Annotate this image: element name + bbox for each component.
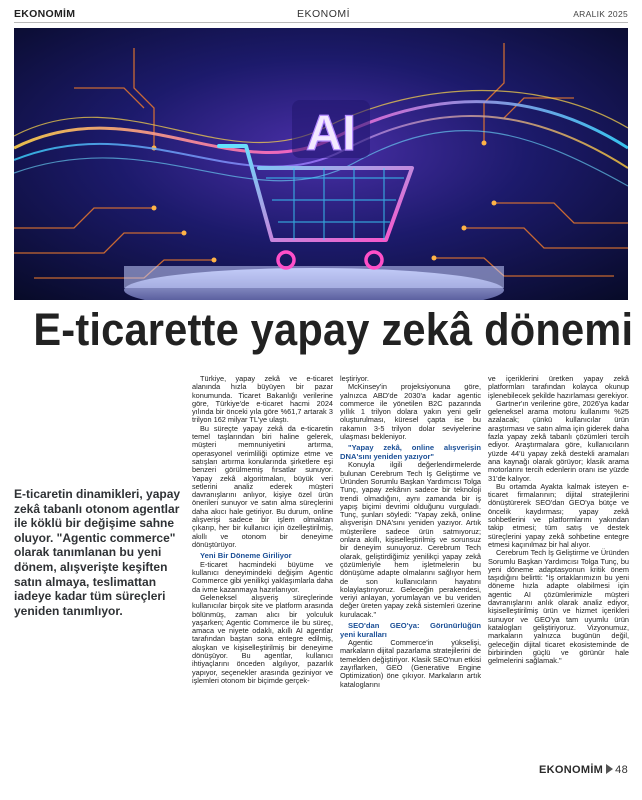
paragraph: Bu süreçte yapay zekâ da e-ticaretin temel taşlarından biri haline gelerek, müşteri memnuniyetini artırma, operasyonel verimliliği optimize etme ve satışları artırma konularında şirketlere eşi benzeri görülmemiş fırsatlar sunuyor. Yapay zekâ algoritmaları, büyük veri setlerini analiz ederek müşteri davranışlarını anlıyor, kişiye özel ürün önerileri sunuyor ve satın alma süreçlerini daha akıcı hale getiriyor. Bu durum, online alışverişi sadece bir işlem olmaktan çıkarıp, her bir kullanıcı için özelleştirilmiş, akıllı ve otonom bir deneyime dönüştürüyor. [192,423,333,549]
paragraph: leştiriyor. [340,374,369,383]
hero-image [14,28,628,300]
paragraph: McKinsey'in projeksiyonuna göre, yalnızca ABD'de 2030'a kadar agentic commerce ile yönetilen B2C pazarında yıllık 1 trilyon dolara yakın yeni gelir oluşturulması, küresel çapta ise bu rakamın 3-5 trilyon dolar seviyelerine ulaşması bekleniyor. [340,382,481,442]
article-title: E-ticarette yapay zekâ dönemi [33,304,634,355]
page-header [0,0,642,24]
paragraph: Konuyla ilgili değerlendirmelerde bulunan Cerebrum Tech İş Geliştirme ve Üründen Sorumlu Başkan Yardımcısı Tolga Tunç, yapay zekânın sadece bir teknoloji trendi olmadığını, aynı zamanda bir iş yapış biçimi devrimi olduğunu vurguladı. Tunç, şunları söyledi: "Yapay zekâ, online alışverişin DNA'sını yeniden yazıyor. Artık müşterilere sadece ürün satmıyoruz; onlara akıllı, kişiselleştirilmiş ve sorunsuz bir deneyim sunuyoruz. Cerebrum Tech olarak, geliştirdiğimiz yenilikçi yapay zekâ çözümleriyle hem işletmelerin bu dönüşüme adapte olmalarını sağlıyor hem de son kullanıcıların hayatını kolaylaştırıyoruz. Geleceğin perakendesi, veriyi anlayan, yorumlayan ve bu veriden değer üreten yapay zekâ sistemleri üzerine kurulacak." [340,460,481,619]
paragraph: E-ticaret hacmindeki büyüme ve kullanıcı deneyimindeki değişim Agentic Commerce gibi yenilikçi yaklaşımlarla daha da ivme kazanmaya hazırlanıyor. [192,559,333,594]
header-divider [14,22,628,23]
section-name-left: EKONOMİM [14,8,76,20]
page-number: 48 [615,764,628,776]
page-footer [539,764,628,780]
paragraph: Agentic Commerce'in yükselişi, markaların dijital pazarlama stratejilerini de temelden değiştiriyor. Klasik SEO'nun etkisi zayıflarken, GEO (Generative Engine Optimization) öne çıkıyor. Markaların artık kataloglarını [340,638,481,689]
paragraph: Geleneksel alışveriş süreçlerinde kullanıcılar birçok site ve platform arasında bölünmüş, zaman alıcı bir yolculuk yaşarken; Agentic Commerce ile bu süreç, amaca ve niyete odaklı, akıllı AI agentlar tarafından baştan sona entegre edilmiş, akışkan ve kişiselleştirilmiş bir deneyime dönüşüyor. Bu agentlar, kullanıcı ihtiyaçlarını önceden algılıyor, pazarlık yapıyor, seçenekler arasında geziniyor ve işlemleri otonom bir biçimde gerçek- [192,592,333,685]
section-name-center: EKONOMİ [297,8,351,20]
article-column-1 [192,375,333,685]
subheading: "Yapay zekâ, online alışverişin DNA'sını yeniden yazıyor" [340,443,481,461]
arrow-right-icon [606,764,613,774]
paragraph: Cerebrum Tech İş Geliştirme ve Üründen Sorumlu Başkan Yardımcısı Tolga Tunç, bu yeni döneme adaptasyonun kritik önem taşıdığını belirtti: "İş ortaklarımızın bu yeni döneme hızla adapte olabilmesi için agentic AI çözümlerimizle müşteri davranışlarını anlık olarak analiz ediyor, kişiselleştirilmiş ürün ve hizmet içerikleri sunuyor ve GEO'ya tam uyumlu ürün katalogları geliştiriyoruz. Vizyonumuz, markaların yalnızca bugünün değil, geleceğin dijital ticaret ekosisteminde de birbirinden güçlü ve görünür hale gelmelerini sağlamak." [488,548,629,666]
ai-shopping-cart-illustration [14,28,628,300]
subheading: SEO'dan GEO'ya: Görünürlüğün yeni kuralları [340,621,481,639]
subheading: Yeni Bir Döneme Giriliyor [200,551,292,561]
ai-logo-text: AI [306,105,356,161]
paragraph: Bu ortamda Ayakta kalmak isteyen e-ticaret firmalarının; dijital stratejilerini dönüştürerek SEO'dan GEO'ya bütçe ve öncelik kaydırması; yapay zekâ sohbetlerini ve platformlarını yakından takip etmesi; tüm satış ve destek süreçlerini yapay zekâ sohbetine entegre etmesi kaçınılmaz bir hal alıyor. [488,481,629,549]
paragraph: Türkiye, yapay zekâ ve e-ticaret alanında hızla büyüyen bir pazar konumunda. Ticaret Bakanlığı verilerine göre, Türkiye'de e-ticaret hacmi 2024 yılında bir önceki yıla göre %61,7 artarak 3 trilyon 162 milyar TL'ye ulaştı. [192,374,333,425]
footer-brand: EKONOMİM [539,764,604,776]
article-column-3 [488,375,629,665]
paragraph: ve içeriklerini üretken yapay zekâ platformları tarafından kolayca okunup işlenebilecek şekilde hazırlaması gerekiyor. [488,374,629,400]
issue-date: ARALIK 2025 [573,9,628,19]
article-spot: E-ticaretin dinamikleri, yapay zekâ tabanlı otonom agentlar ile köklü bir değişime sahne oluyor. "Agentic commerce" olarak tanımlanan bu yeni dönem, alışverişte keşiften satın almaya, teslimattan iadeye kadar tüm süreçleri yeniden tanımlıyor. [14,487,181,618]
paragraph: Gartner'ın verilerine göre, 2026'ya kadar geleneksel arama motoru kullanımı %25 azalacak; çünkü kullanıcılar ürün araştırması ve satın alma için giderek daha fazla yapay zekâ tabanlı çözümleri tercih ediyor. Araştırmalara göre, kullanıcıların yüzde 44'ü yapay zekâ destekli aramaları ana kaynağı olarak görüyor; klasik arama motorlarını tercih edenlerin oranı ise yüzde 31'de kalıyor. [488,398,629,483]
article-column-2 [340,375,481,689]
